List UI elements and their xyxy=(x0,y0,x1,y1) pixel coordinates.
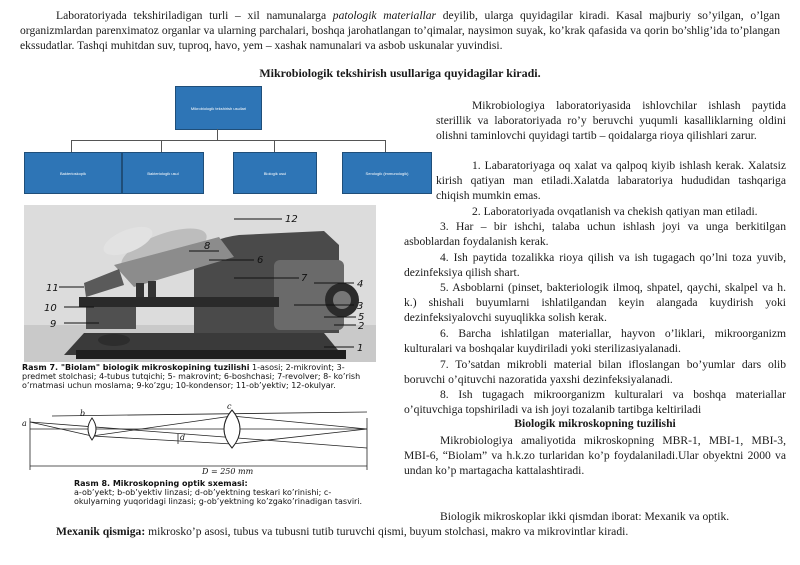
microscope-types-paragraph: Mikrobiologiya amaliyotida mikroskopning MBR-1, MBI-1, MBI-3, MBI-6, “Biolam” va h.k.zo turlaridan ko’p foydalaniladi.Ular obyektni 2000 va undan ko’p martagacha kattalashtiradi. xyxy=(404,434,786,478)
mechanical-part-paragraph xyxy=(56,525,786,538)
figure8-caption xyxy=(74,480,374,506)
org-chart-child-box xyxy=(233,152,317,194)
figure7-caption-title: Rasm 7. "Biolam" biologik mikroskopining tuzilishi xyxy=(22,363,250,372)
safety-intro-paragraph: Mikrobiologiya laboratoriyasida ishlovchilar ishlash paytida sterillik va laboratoriyada ro’y beruvchi yuqumli kasalliklarning oldini olishni taminlovchi quyidagi tartib – qoidalarga rioya qilishlari zarur. xyxy=(436,99,786,143)
intro-text-start: Laboratoriyada tekshiriladigan turli – xil namunalarga xyxy=(56,9,333,22)
org-chart-child-box xyxy=(342,152,432,194)
callout-9: 9 xyxy=(50,319,57,330)
figure8-caption-text: a-ob’yekt; b-ob’yektiv linzasi; d-ob’yektning teskari ko’rinishi; c-okulyarning yuqoridagi linzasi; g-ob’yektning ko’zgako’rinadigan tasviri. xyxy=(74,487,363,506)
safety-rule-3: 3. Har – bir ishchi, talaba uchun ishlash joyi va unga berkitilgan asboblardan foydalanish kerak. xyxy=(404,220,786,249)
safety-rule-6: 6. Barcha ishlatilgan materiallar, hayvon o’liklari, mikroorganizm kulturalari va boshqalar kuydiriladi yoki sterilizasiyalanadi. xyxy=(404,327,786,356)
safety-rule-2: 2. Laboratoriyada ovqatlanish va chekish qatiyan man etiladi. xyxy=(472,205,758,218)
org-connector-vertical xyxy=(217,129,218,140)
callout-5: 5 xyxy=(358,312,365,323)
safety-rule-1: 1. Labaratoriyaga oq xalat va qalpoq kiyib ishlash kerak. Xalatsiz kirish qatiyan man etiladi.Xalatda labaratoriya hududidan tashqariga chiqish mumkin emas. xyxy=(436,159,786,203)
safety-rule-8: 8. Ish tugagach mikroorganizm kulturalari va boshqa materiallar o’qituvchiga topshiriladi va ish joyi tozalanib tartibga keltiriladi xyxy=(404,388,786,417)
figure8-caption-title: Rasm 8. Mikroskopning optik sxemasi: xyxy=(74,479,248,488)
callout-3: 3 xyxy=(357,301,364,312)
safety-rule-4: 4. Ish paytida tozalikka rioya qilish va ish tugagach qo’lni toza yuvib, dezinfeksiya qilish shart. xyxy=(404,251,786,280)
callout-7: 7 xyxy=(301,273,308,284)
intro-paragraph xyxy=(20,8,780,54)
mechanical-part-label: Mexanik qismiga: xyxy=(56,525,146,538)
safety-rule-7: 7. To’satdan mikrobli material bilan ifloslangan bo’yumlar dars olib boruvchi o’qituvchi nazoratida yaxshi dezinfeksiyalanadi. xyxy=(404,358,786,387)
mechanical-part-text: mikrosko’p asosi, tubus va tubusni tutib turuvchi qismi, buyum stolchasi, makro va mikrovintlar kiradi. xyxy=(145,525,629,538)
scheme-label-c: c xyxy=(227,404,232,411)
callout-1: 1 xyxy=(357,343,364,354)
scheme-label-a: a xyxy=(22,419,27,428)
org-connector-drop xyxy=(71,140,72,152)
org-chart-child-label: Biologik usul xyxy=(263,170,287,176)
callout-11: 11 xyxy=(46,283,59,294)
org-connector-drop xyxy=(385,140,386,152)
org-chart-root-label: Mikrobiologik tekshirish usullari xyxy=(190,105,247,111)
org-chart-child-label: Serologik (immunologik) xyxy=(365,170,409,176)
microscope-illustration xyxy=(24,205,376,362)
org-connector-horizontal xyxy=(71,140,386,141)
callout-2: 2 xyxy=(358,321,365,332)
scheme-label-distance: D = 250 mm xyxy=(202,467,254,476)
intro-italic-term: patologik materiallar xyxy=(332,9,437,22)
callout-10: 10 xyxy=(44,303,57,314)
microscope-structure-heading: Biologik mikroskopning tuzilishi xyxy=(514,417,676,430)
org-chart-child-box xyxy=(122,152,204,194)
scheme-label-b: b xyxy=(80,409,86,418)
figure7-caption-text: 1-asosi; 2-mikrovint; 3-predmet stolchasi; 4-tubus tutqichi; 5- makrovint; 6-boshchasi; 7-revolver; 8- ko’rish o’rnatmasi uchun moslama; 9-ko’zgu; 10-kondensor; 11-ob’yektiv; 12-okulyar. xyxy=(22,363,361,390)
scheme-label-d: d xyxy=(180,433,186,442)
methods-heading: Mikrobiologik tekshirish usullariga quyidagilar kiradi. xyxy=(259,66,541,80)
callout-8: 8 xyxy=(204,241,211,252)
callout-4: 4 xyxy=(357,279,364,290)
org-connector-drop xyxy=(274,140,275,152)
microscope-photo xyxy=(24,205,376,362)
org-chart-child-label: Bakteriologik usul xyxy=(147,170,179,176)
figure7-caption xyxy=(22,364,378,390)
optical-scheme-diagram xyxy=(22,404,382,478)
callout-6: 6 xyxy=(257,255,264,266)
org-chart-child-box xyxy=(24,152,122,194)
org-chart-child-label: Bakterioskopik xyxy=(59,170,86,176)
safety-rule-5: 5. Asboblarni (pinset, bakteriologik ilmoq, shpatel, qaychi, skalpel va h. k.) shishali buyumlarni ishlatilgandan keyin alangada kuydirish yoki dezinfeksiyalovchi suyuqlikka solish kerak. xyxy=(404,281,786,325)
microscope-parts-sentence: Biologik mikroskoplar ikki qismdan iborat: Mexanik va optik. xyxy=(440,510,730,523)
org-connector-drop xyxy=(161,140,162,152)
callout-12: 12 xyxy=(285,214,298,225)
org-chart-root-box xyxy=(175,86,262,130)
intro-text-end: deyilib, ularga quyidagilar kiradi. Kasal majburiy so’yilgan, o’lgan organizmlardan parenximatoz organlar va ularning parchalari, boshqa jarohatlangan to’qimalar, naysimon suyak, ko’krak qafasida va qorin bo’shlig’ida to’plangan ekssudatlar. Tashqi muhitdan suv, tuproq, havo, yem – xashak namunalari va asbob uskunalar yuvindisi. xyxy=(20,9,780,53)
